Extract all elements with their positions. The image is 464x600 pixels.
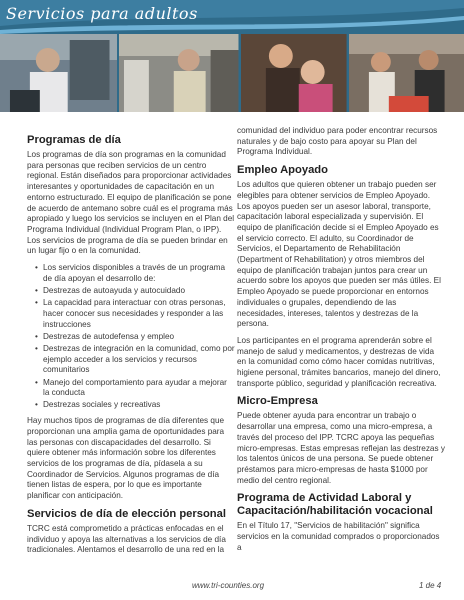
- photo-man-in-kitchen: [119, 30, 238, 112]
- paragraph: Los participantes en el programa aprenderán sobre el manejo de salud y medicamentos, y destrezas de vida en la comunidad como cómo hacer comidas nutritivas, higiene personal, trámites bancarios, manejo del dinero, transporte público, seguridad y planificación recreativa.: [237, 335, 441, 388]
- paragraph: TCRC está comprometido a prácticas enfocadas en el individuo y apoya las alternativas a los servicios de día tradicionales. Alentamos el desarrollo de una red en la: [27, 523, 226, 555]
- page-number: 1 de 4: [419, 581, 442, 590]
- paragraph: comunidad del individuo para poder encontrar recursos naturales y de bajo costo para apoyar su Plan del Programa Individual.: [237, 126, 438, 157]
- website-link[interactable]: www.tri-counties.org: [192, 581, 265, 590]
- heading-programa-actividad-laboral: Programa de Actividad Laboral y Capacitación/habilitación vocacional: [237, 492, 433, 518]
- right-column: [237, 126, 445, 560]
- list-item: • Destrezas de autodefensa y empleo: [35, 332, 235, 343]
- left-column: [27, 130, 235, 562]
- paragraph: Puede obtener ayuda para encontrar un trabajo o desarrollar una empresa, como una micro-empresa, a través del proceso del IPP. TCRC apoya las pequeñas micro-empresas. Estas empresas reflejan las destrezas y los talentos únicos de una persona. Se puede obtener préstamos para micro-empresas de hasta $1000 por medio del centro regional.: [237, 411, 445, 485]
- paragraph: En el Título 17, "Servicios de habilitación" significa servicios en la comunidad comprados o proporcionados a: [237, 521, 440, 552]
- paragraph: Los programas de día son programas en la comunidad para personas que reciben servicios de un centro regional. Están diseñados para proporcionar actividades interesantes y oportunidades de capacitación en un entorno estructurado. El equipo de planificación se pone de acuerdo de antemano sobre cuál es el programa más apropiado y luego los servicios se incluyen en el Plan del Programa Individual (Individual Program Plan, o IPP). Los servicios de programa de día se pueden brindar en un lugar fijo o en la comunidad.: [27, 150, 235, 256]
- services-list: [27, 263, 235, 411]
- list-item: • Destrezas de autoayuda y autocuidado: [35, 286, 235, 297]
- heading-programas-de-dia: Programas de día: [27, 134, 121, 146]
- photo-man-in-wheelchair: [0, 30, 117, 112]
- header-banner: [0, 0, 464, 112]
- list-item: • Los servicios disponibles a través de un programa de día apoyan el desarrollo de:: [35, 263, 235, 284]
- paragraph: Hay muchos tipos de programas de día diferentes que proporcionan una amplia gama de oportunidades para las personas con discapacidades del desarrollo. Si quiere obtener más información sobre los diferentes servicios de los programas de día, pídasela a su Coordinador de Servicios. Algunos programas de día tienen listas de espera, por lo que es importante planificar con anticipación.: [27, 416, 225, 501]
- photo-strip: [0, 30, 464, 112]
- heading-empleo-apoyado: Empleo Apoyado: [237, 164, 328, 177]
- heading-micro-empresa: Micro-Empresa: [237, 395, 318, 408]
- photo-women-smiling: [241, 30, 347, 112]
- photo-cooking-class: [349, 30, 464, 112]
- paragraph: Los adultos que quieren obtener un trabajo pueden ser elegibles para obtener servicios de Empleo Apoyado. Los apoyos pueden ser un asesor laboral, transporte, capacitación laboral especializada y supervisión. El equipo de planificación decide si el Empleo Apoyado es el servicio correcto. El adulto, su Coordinador de Servicios, el Departamento de Rehabilitación (Department of Rehabilitation) y otros miembros del equipo de planificación trabajan juntos para crear un acuerdo sobre los apoyos que pueden ser más útiles. El Empleo Apoyado se puede proporcionar en entornos individuales o grupales, dependiendo de las necesidades, intereses, talentos y destrezas de la persona.: [237, 180, 441, 329]
- page-title: Servicios para adultos: [6, 4, 198, 23]
- list-item: • Destrezas sociales y recreativas: [35, 400, 235, 411]
- list-item: • La capacidad para interactuar con otras personas, hacer conocer sus necesidades y responder a las instrucciones: [35, 298, 235, 330]
- list-item: • Destrezas de integración en la comunidad, como por ejemplo acceder a los servicios y recursos comunitarios: [35, 344, 235, 376]
- list-item: • Manejo del comportamiento para ayudar a mejorar la conducta: [35, 378, 235, 399]
- heading-servicios-eleccion-personal: Servicios de día de elección personal: [27, 507, 226, 520]
